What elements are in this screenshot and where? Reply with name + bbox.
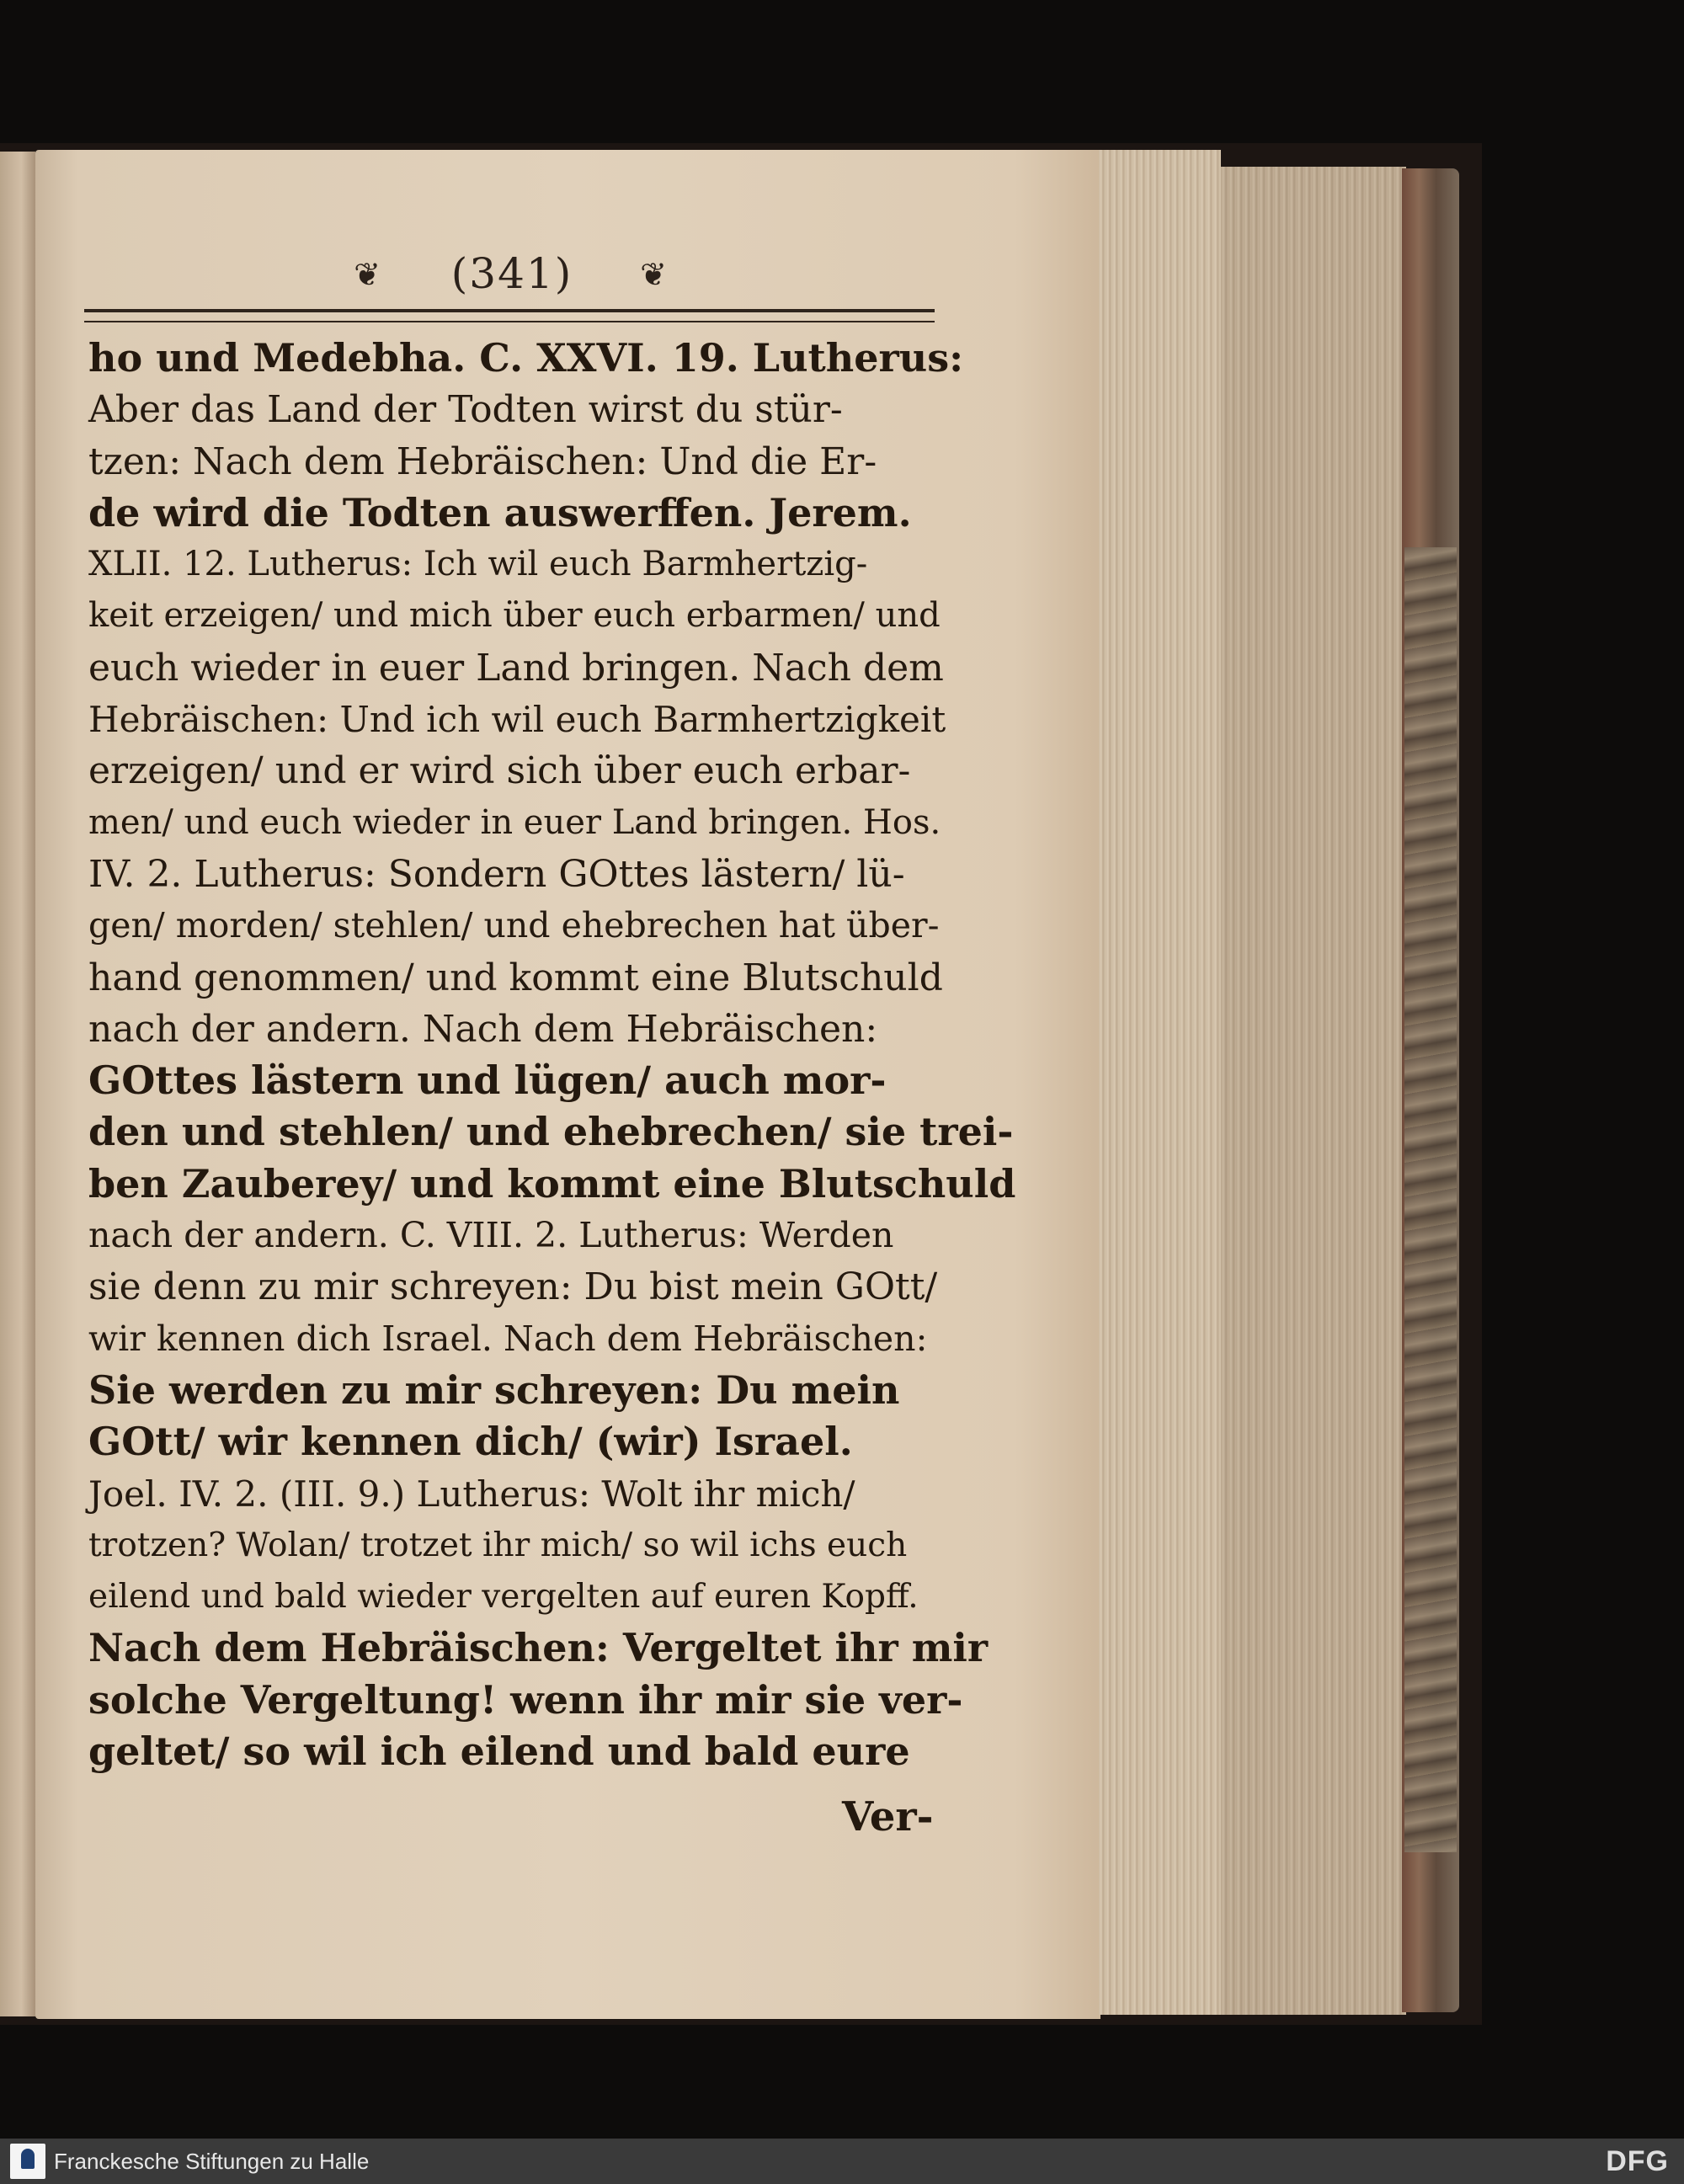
text-line: eilend und bald wieder vergelten auf euren Kopff. <box>88 1578 919 1617</box>
text-line: Nach dem Hebräischen: Vergeltet ihr mir <box>88 1625 989 1671</box>
text-line: Sie werden zu mir schreyen: Du mein <box>88 1366 900 1413</box>
page-number: (341) <box>450 249 573 298</box>
text-line: GOttes lästern und lügen/ auch mor- <box>88 1057 887 1104</box>
text-line: men/ und euch wieder in euer Land bringen. Hos. <box>88 802 941 842</box>
text-line: GOtt/ wir kennen dich/ (wir) Israel. <box>88 1419 853 1465</box>
ornament-left-icon: ❦ <box>354 256 381 293</box>
left-page-edge <box>0 152 35 2016</box>
text-line: den und stehlen/ und ehebrechen/ sie trei- <box>88 1109 1014 1155</box>
text-line: euch wieder in euer Land bringen. Nach dem <box>88 646 944 690</box>
text-line: Joel. IV. 2. (III. 9.) Lutherus: Wolt ihr mich/ <box>88 1473 855 1515</box>
catchword: Ver- <box>842 1793 934 1840</box>
cover-marbling <box>1404 547 1457 1852</box>
header-rule <box>84 309 935 322</box>
text-line: wir kennen dich Israel. Nach dem Hebräischen: <box>88 1318 928 1359</box>
text-line: erzeigen/ und er wird sich über euch erbar- <box>88 749 911 793</box>
text-line: tzen: Nach dem Hebräischen: Und die Er- <box>88 439 877 483</box>
text-line: keit erzeigen/ und mich über euch erbarmen/ und <box>88 596 941 636</box>
text-line: gen/ morden/ stehlen/ und ehebrechen hat über- <box>88 905 940 946</box>
text-line: Aber das Land der Todten wirst du stür- <box>88 388 843 432</box>
text-line: IV. 2. Lutherus: Sondern GOttes lästern/ lü- <box>88 852 905 896</box>
page-block-edges <box>1099 150 1221 2015</box>
text-line: de wird die Todten auswerffen. Jerem. <box>88 489 912 535</box>
text-line: geltet/ so wil ich eilend und bald eure <box>88 1729 910 1775</box>
text-line: ben Zauberey/ und kommt eine Blutschuld <box>88 1160 1016 1207</box>
institution-name: Franckesche Stiftungen zu Halle <box>54 2149 370 2174</box>
text-line: hand genommen/ und kommt eine Blutschuld <box>88 956 943 999</box>
body-text <box>88 333 1016 1777</box>
text-line: XLII. 12. Lutherus: Ich wil euch Barmhertzig- <box>88 545 868 584</box>
text-line: nach der andern. C. VIII. 2. Lutherus: Werden <box>88 1215 894 1256</box>
institution-logo-icon <box>10 2144 45 2179</box>
text-line: sie denn zu mir schreyen: Du bist mein GOtt/ <box>88 1265 938 1309</box>
footer-bar <box>0 2139 1684 2184</box>
text-line: solche Vergeltung! wenn ihr mir sie ver- <box>88 1676 963 1723</box>
text-line: Hebräischen: Und ich wil euch Barmhertzigkeit <box>88 699 946 741</box>
page-header <box>91 249 933 308</box>
ornament-right-icon: ❦ <box>640 256 667 293</box>
text-line: nach der andern. Nach dem Hebräischen: <box>88 1007 878 1051</box>
logo-mark <box>21 2149 35 2169</box>
text-line: ho und Medebha. C. XXVI. 19. Lutherus: <box>88 335 964 381</box>
dfg-logo: DFG <box>1606 2145 1669 2177</box>
text-line: trotzen? Wolan/ trotzet ihr mich/ so wil ichs euch <box>88 1526 908 1564</box>
page-block-far-edges <box>1221 167 1406 2015</box>
